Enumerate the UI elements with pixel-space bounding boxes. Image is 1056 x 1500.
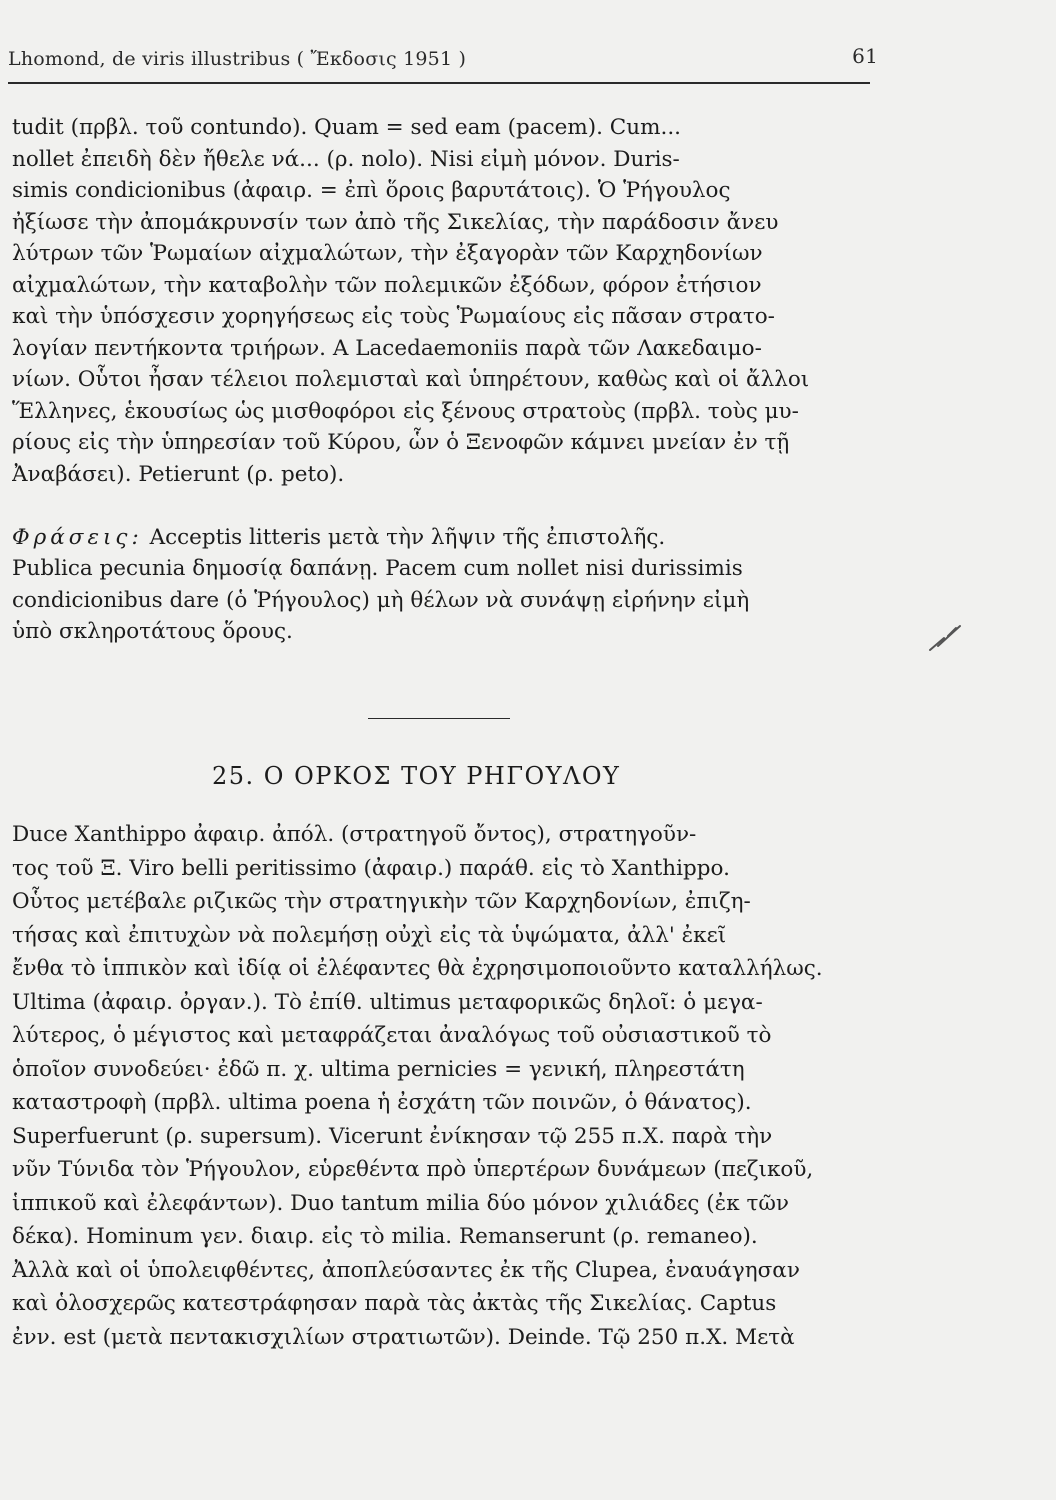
phrase-text: Acceptis litteris μετὰ τὴν λῆψιν τῆς ἐπιστολῆς. (149, 524, 666, 550)
section-line: καταστροφὴ (πρβλ. ultima poena ἡ ἐσχάτη τῶν ποινῶν, ὁ θάνατος). (12, 1090, 752, 1115)
section-line: Ἀλλὰ καὶ οἱ ὑπολειφθέντες, ἀποπλεύσαντες ἐκ τῆς Clupea, ἐναυάγησαν (12, 1257, 800, 1283)
commentary-line: λύτρων τῶν Ῥωμαίων αἰχμαλώτων, τὴν ἐξαγορὰν τῶν Καρχηδονίων (12, 241, 763, 266)
commentary-line: Ἀναβάσει). Petierunt (ρ. peto). (12, 461, 345, 487)
commentary-line: ἠξίωσε τὴν ἀπομάκρυνσίν των ἀπὸ τῆς Σικελίας, τὴν παράδοσιν ἄνευ (12, 209, 779, 235)
phrases-first-line (12, 522, 874, 554)
section-line: Οὗτος μετέβαλε ριζικῶς τὴν στρατηγικὴν τῶν Καρχηδονίων, ἐπιζη- (12, 889, 751, 914)
commentary-line: ρίους εἰς τὴν ὑπηρεσίαν τοῦ Κύρου, ὧν ὁ Ξενοφῶν κάμνει μνείαν ἐν τῇ (12, 430, 790, 455)
section-line: νῦν Τύνιδα τὸν Ῥήγουλον, εὑρεθέντα πρὸ ὑπερτέρων δυνάμεων (πεζικοῦ, (12, 1157, 814, 1182)
phrase-line: Publica pecunia δημοσίᾳ δαπάνῃ. Pacem cum nollet nisi durissimis (12, 556, 743, 581)
commentary-block (12, 112, 874, 648)
commentary-line: καὶ τὴν ὑπόσχεσιν χορηγήσεως εἰς τοὺς Ῥωμαίους εἰς πᾶσαν στρατο- (12, 304, 775, 329)
page-number: 61 (852, 44, 878, 68)
section-line: δέκα). Hominum γεν. διαιρ. εἰς τὸ milia. Remanserunt (ρ. remaneo). (12, 1224, 758, 1249)
spacer-line (12, 490, 874, 522)
commentary-line: νίων. Οὗτοι ἦσαν τέλειοι πολεμισταὶ καὶ ὑπηρέτουν, καθὼς καὶ οἱ ἄλλοι (12, 367, 810, 392)
commentary-line: Ἕλληνες, ἑκουσίως ὡς μισθοφόροι εἰς ξένους στρατοὺς (πρβλ. τοὺς μυ- (12, 398, 799, 424)
section-divider (368, 718, 510, 719)
commentary-line: αἰχμαλώτων, τὴν καταβολὴν τῶν πολεμικῶν ἐξόδων, φόρον ἐτήσιον (12, 272, 762, 298)
commentary-line: tudit (πρβλ. τοῦ contundo). Quam = sed eam (pacem). Cum... (12, 115, 681, 140)
section-line: Duce Xanthippo ἀφαιρ. ἀπόλ. (στρατηγοῦ ὄντος), στρατηγοῦν- (12, 822, 697, 847)
header-rule (8, 82, 870, 84)
phrase-line: condicionibus dare (ὁ Ῥήγουλος) μὴ θέλων νὰ συνάψῃ εἰρήνην εἰμὴ (12, 587, 750, 613)
commentary-line: λογίαν πεντήκοντα τριήρων. A Lacedaemoniis παρὰ τῶν Λακεδαιμο- (12, 335, 762, 361)
commentary-line: nollet ἐπειδὴ δὲν ἤθελε νά... (ρ. nolo). Nisi εἰμὴ μόνον. Duris- (12, 146, 680, 172)
section-line: ἔνθα τὸ ἱππικὸν καὶ ἰδίᾳ οἱ ἐλέφαντες θὰ ἐχρησιμοποιοῦντο καταλλήλως. (12, 956, 823, 981)
section-line: λύτερος, ὁ μέγιστος καὶ μεταφράζεται ἀναλόγως τοῦ οὐσιαστικοῦ τὸ (12, 1023, 772, 1048)
section-line: ἱππικοῦ καὶ ἐλεφάντων). Duo tantum milia δύο μόνον χιλιάδες (ἐκ τῶν (12, 1190, 789, 1216)
section-line: τήσας καὶ ἐπιτυχὼν νὰ πολεμήσῃ οὐχὶ εἰς τὰ ὑψώματα, ἀλλ' ἐκεῖ (12, 922, 727, 948)
phrases-label: Φράσεις: (12, 524, 143, 550)
header-title: Lhomond, de viris illustribus ( Ἔκδοσις 1951 ) (8, 48, 467, 70)
section-line: Ultima (ἀφαιρ. ὀργαν.). Τὸ ἐπίθ. ultimus μεταφορικῶς δηλοῖ: ὁ μεγα- (12, 989, 763, 1015)
section-line: Superfuerunt (ρ. supersum). Vicerunt ἐνίκησαν τῷ 255 π.Χ. παρὰ τὴν (12, 1123, 773, 1149)
pencil-mark-icon (926, 620, 966, 660)
commentary-line: simis condicionibus (ἀφαιρ. = ἐπὶ ὅροις βαρυτάτοις). Ὁ Ῥήγουλος (12, 178, 731, 203)
section-line: ὁποῖον συνοδεύει· ἐδῶ π. χ. ultima pernicies = γενική, πληρεστάτη (12, 1056, 745, 1082)
section-commentary (12, 818, 874, 1354)
section-line: καὶ ὁλοσχερῶς κατεστράφησαν παρὰ τὰς ἀκτὰς τῆς Σικελίας. Captus (12, 1291, 777, 1316)
section-line: τος τοῦ Ξ. Viro belli peritissimo (ἀφαιρ.) παράθ. εἰς τὸ Xanthippo. (12, 855, 730, 881)
phrase-line: ὑπὸ σκληροτάτους ὅρους. (12, 619, 293, 644)
section-line: ἐνν. est (μετὰ πεντακισχιλίων στρατιωτῶν). Deinde. Τῷ 250 π.Χ. Μετὰ (12, 1324, 795, 1350)
section-heading: 25. Ο ΟΡΚΟΣ ΤΟΥ ΡΗΓΟΥΛΟΥ (212, 762, 621, 790)
